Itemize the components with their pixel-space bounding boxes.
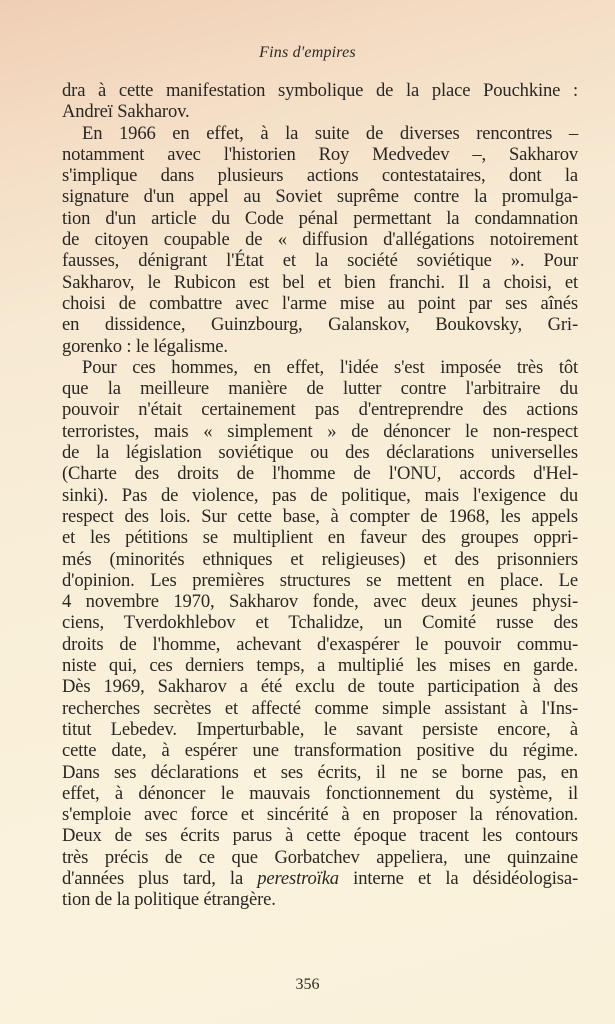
text-line: pouvoir n'était certainement pas d'entreprendre des actions [62,399,578,421]
text-line: fausses, dénigrant l'État et la société soviétique ». Pour [62,250,578,272]
text-line: dra à cette manifestation symbolique de la place Pouchkine : [62,80,578,101]
text-line: En 1966 en effet, à la suite de diverses rencontres – [82,122,578,144]
text-line: 4 novembre 1970, Sakharov fonde, avec deux jeunes physi- [62,591,578,613]
text-line: notamment avec l'historien Roy Medvedev –, Sakharov [62,143,578,165]
text-line: respect des lois. Sur cette base, à compter de 1968, les appels [62,505,578,527]
running-head: Fins d'empires [259,44,356,61]
paragraph [62,357,578,911]
text-line: s'implique dans plusieurs actions contestataires, dont la [62,165,578,187]
text-line: très précis de ce que Gorbatchev appeliera, une quinzaine [62,846,578,868]
text-line: més (minorités ethniques et religieuses) et des prisonniers [62,548,578,570]
text-line: d'opinion. Les premières structures se mettent en place. Le [62,569,578,591]
text-line: Sakharov, le Rubicon est bel et bien franchi. Il a choisi, et [62,271,578,293]
text-line: cette date, à espérer une transformation positive du régime. [62,740,578,762]
page-number: 356 [295,976,320,993]
text-line: titut Lebedev. Imperturbable, le savant persiste encore, à [62,718,578,740]
text-line: tion d'un article du Code pénal permettant la condamnation [62,207,578,229]
text-line: Andreï Sakharov. [62,101,190,123]
italic-term: perestroïka [257,867,339,889]
body-text [62,80,578,911]
text-line: niste qui, ces derniers temps, a multiplié les mises en garde. [62,655,578,677]
text-line: s'emploie avec force et sincérité à en proposer la rénovation. [62,804,578,826]
text-line: en dissidence, Guinzbourg, Galanskov, Boukovsky, Gri- [62,314,578,336]
paragraph [62,123,578,357]
text-line: choisi de combattre avec l'arme mise au point par ses aînés [62,292,578,314]
text-line [62,868,578,889]
text-line: Deux de ses écrits parus à cette époque tracent les contours [62,825,578,847]
text-line: Dès 1969, Sakharov a été exclu de toute participation à des [62,676,578,698]
text-line: tion de la politique étrangère. [62,889,276,911]
text-line: que la meilleure manière de lutter contre l'arbitraire du [62,378,578,400]
text-line: de la législation soviétique ou des déclarations universelles [62,442,578,464]
text-line: effet, à dénoncer le mauvais fonctionnement du système, il [62,782,578,804]
text-line: et les pétitions se multiplient en faveur des groupes oppri- [62,527,578,549]
text-line: (Charte des droits de l'homme de l'ONU, accords d'Hel- [62,463,578,485]
text-line: signature d'un appel au Soviet suprême contre la promulga- [62,186,578,208]
text-line: gorenko : le légalisme. [62,335,228,357]
paragraph [62,80,578,123]
text-segment: d'années plus tard, la [62,867,258,889]
text-line: sinki). Pas de violence, pas de politique, mais l'exigence du [62,484,578,506]
text-line: droits de l'homme, achevant d'exaspérer le pouvoir commu- [62,633,578,655]
text-line: ciens, Tverdokhlebov et Tchalidze, un Comité russe des [62,612,578,634]
text-line: de citoyen coupable de « diffusion d'allégations notoirement [62,229,578,251]
text-line: Pour ces hommes, en effet, l'idée s'est imposée très tôt [82,356,578,378]
text-line: terroristes, mais « simplement » de dénoncer le non-respect [62,420,578,442]
text-line: Dans ses déclarations et ses écrits, il ne se borne pas, en [62,761,578,783]
text-segment: interne et la désidéologisa- [338,867,578,889]
text-line: recherches secrètes et affecté comme simple assistant à l'Ins- [62,697,578,719]
